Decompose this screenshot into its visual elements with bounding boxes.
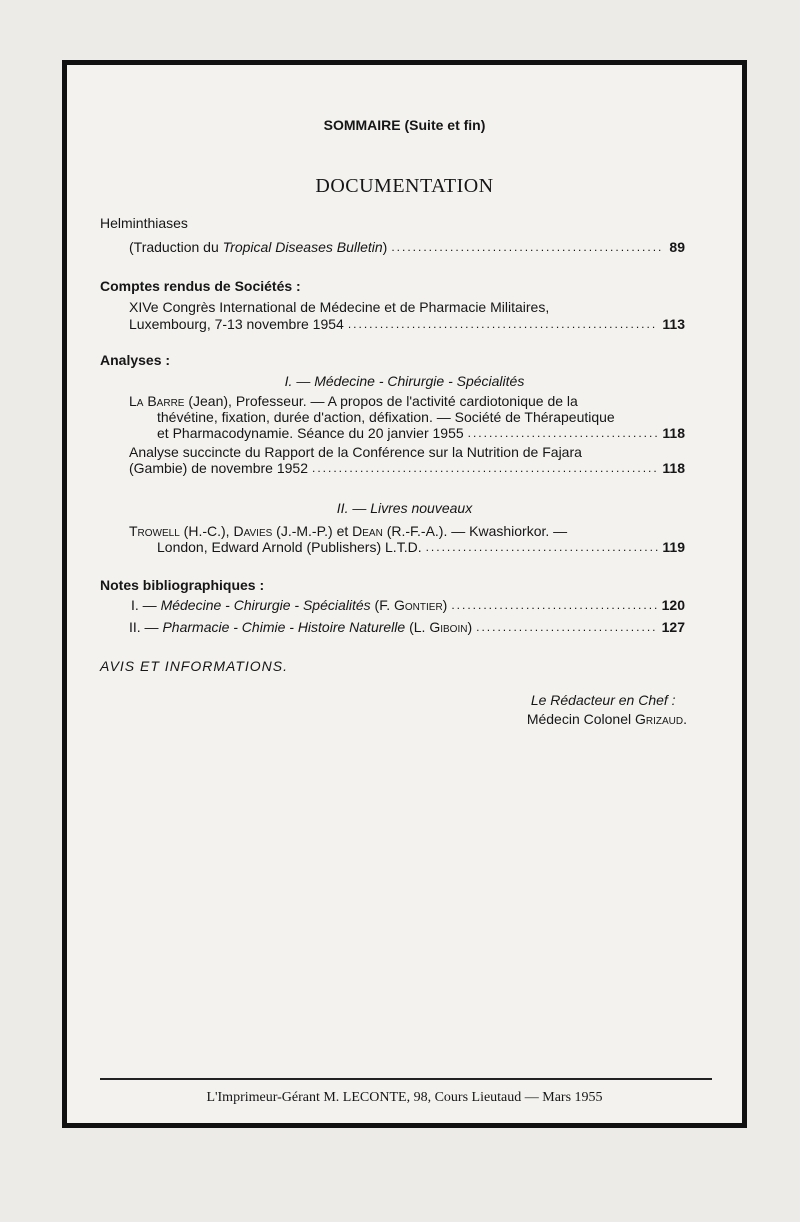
trowell-entry <box>129 539 685 556</box>
notes-item-1 <box>131 597 685 614</box>
labarre-line2: thévétine, fixation, durée d'action, défixation. — Société de Thérapeutique <box>157 409 615 425</box>
leader-dots <box>476 619 658 636</box>
helminthiases-title: Helminthiases <box>100 215 188 231</box>
page-number: 120 <box>661 597 685 613</box>
page-number: 118 <box>662 425 685 441</box>
analyse-succincte-entry <box>129 460 685 477</box>
notes-item-1-text: I. — Médecine - Chirurgie - Spécialités (F. Gontier) <box>131 597 448 613</box>
helminthiases-entry <box>129 239 685 256</box>
leader-dots <box>451 597 657 614</box>
labarre-entry <box>129 425 685 442</box>
analyses-subheading-2: II. — Livres nouveaux <box>336 500 473 516</box>
footer-rule <box>100 1078 712 1080</box>
redacteur-signature <box>527 692 687 727</box>
page-number: 118 <box>662 460 685 476</box>
page-number: 113 <box>662 316 685 332</box>
analyse-succincte-line2: (Gambie) de novembre 1952 <box>129 460 308 476</box>
labarre-line1: La Barre (Jean), Professeur. — A propos de l'activité cardiotonique de la <box>129 393 578 409</box>
labarre-line3: et Pharmacodynamie. Séance du 20 janvier 1955 <box>157 425 464 441</box>
comptes-entry-line1: XIVe Congrès International de Médecine et de Pharmacie Militaires, <box>129 299 550 315</box>
comptes-entry-line2: Luxembourg, 7-13 novembre 1954 <box>129 316 344 332</box>
page-number: 127 <box>661 619 685 635</box>
comptes-rendus-title: Comptes rendus de Sociétés : <box>100 278 301 294</box>
documentation-heading: DOCUMENTATION <box>315 175 494 197</box>
trowell-line2: London, Edward Arnold (Publishers) L.T.D. <box>157 539 422 555</box>
page-frame <box>62 60 747 1128</box>
notes-title: Notes bibliographiques : <box>100 577 265 593</box>
leader-dots <box>348 316 659 333</box>
leader-dots <box>391 239 661 256</box>
comptes-entry <box>129 316 685 333</box>
sommaire-heading: SOMMAIRE (Suite et fin) <box>323 117 486 133</box>
analyses-subheading-1: I. — Médecine - Chirurgie - Spécialités <box>284 373 525 389</box>
analyses-title: Analyses : <box>100 352 171 368</box>
helminthiases-text: (Traduction du Tropical Diseases Bulletin) <box>129 239 388 255</box>
leader-dots <box>312 460 658 477</box>
imprimeur-line: L'Imprimeur-Gérant M. LECONTE, 98, Cours Lieutaud — Mars 1955 <box>206 1090 603 1105</box>
trowell-line1: Trowell (H.-C.), Davies (J.-M.-P.) et Dean (R.-F.-A.). — Kwashiorkor. — <box>129 523 568 539</box>
leader-dots <box>468 425 659 442</box>
leader-dots <box>426 539 659 556</box>
redacteur-name: Médecin Colonel Grizaud. <box>526 711 687 727</box>
notes-item-2 <box>129 619 685 636</box>
notes-item-2-text: II. — Pharmacie - Chimie - Histoire Naturelle (L. Giboin) <box>129 619 473 635</box>
page-number: 89 <box>669 239 685 255</box>
avis-heading: AVIS ET INFORMATIONS. <box>100 658 288 674</box>
redacteur-role: Le Rédacteur en Chef : <box>530 692 676 708</box>
page-number: 119 <box>662 539 685 555</box>
analyse-succincte-line1: Analyse succincte du Rapport de la Conférence sur la Nutrition de Fajara <box>129 444 582 460</box>
